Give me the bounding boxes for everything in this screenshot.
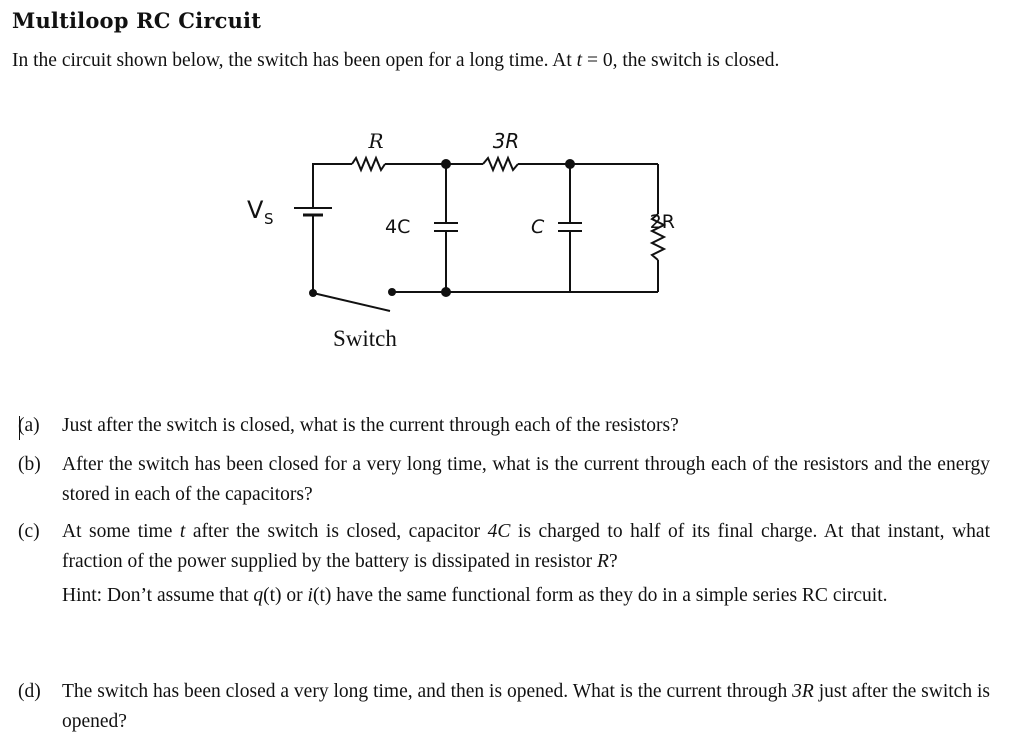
label-Vs: V xyxy=(247,196,264,224)
question-d xyxy=(18,677,990,737)
question-c-label: (c) xyxy=(18,521,40,542)
battery-symbol xyxy=(294,208,332,215)
capacitor-4C xyxy=(434,160,458,296)
label-Vs-subscript: S xyxy=(264,210,274,228)
question-d-text: The switch has been closed a very long time, and then is opened. What is the current through 3R just after the switch is opened? xyxy=(62,681,990,732)
label-4C: 4C xyxy=(385,216,411,238)
page-title: Multiloop RC Circuit xyxy=(12,8,262,33)
question-a-label: (a) xyxy=(18,415,40,436)
question-c-hint: Hint: Don’t assume that q(t) or i(t) have the same functional form as they do in a simple series RC circuit. xyxy=(62,585,888,606)
capacitor-C xyxy=(558,160,582,292)
question-b xyxy=(18,450,990,510)
label-R: R xyxy=(368,129,384,153)
question-c xyxy=(18,517,990,611)
wire-bottom xyxy=(392,164,664,292)
switch-symbol xyxy=(309,288,396,311)
label-2R: 2R xyxy=(649,211,675,233)
question-a-text: Just after the switch is closed, what is the current through each of the resistors? xyxy=(62,415,679,436)
question-a xyxy=(18,411,990,441)
question-d-label: (d) xyxy=(18,681,41,702)
question-c-text: At some time t after the switch is closed, capacitor 4C is charged to half of its final charge. At that instant, what fraction of the power supplied by the battery is dissipated in resistor R? xyxy=(62,521,990,572)
circuit-diagram xyxy=(235,118,675,358)
label-3R: 3R xyxy=(492,129,520,153)
question-b-label: (b) xyxy=(18,454,41,475)
question-b-text: After the switch has been closed for a very long time, what is the current through each of the resistors and the energy stored in each of the capacitors? xyxy=(62,454,990,505)
wire-top xyxy=(313,158,658,208)
label-C: C xyxy=(531,216,545,238)
intro-paragraph: In the circuit shown below, the switch has been open for a long time. At t = 0, the switch is closed. xyxy=(12,50,780,71)
label-switch: Switch xyxy=(333,326,397,351)
